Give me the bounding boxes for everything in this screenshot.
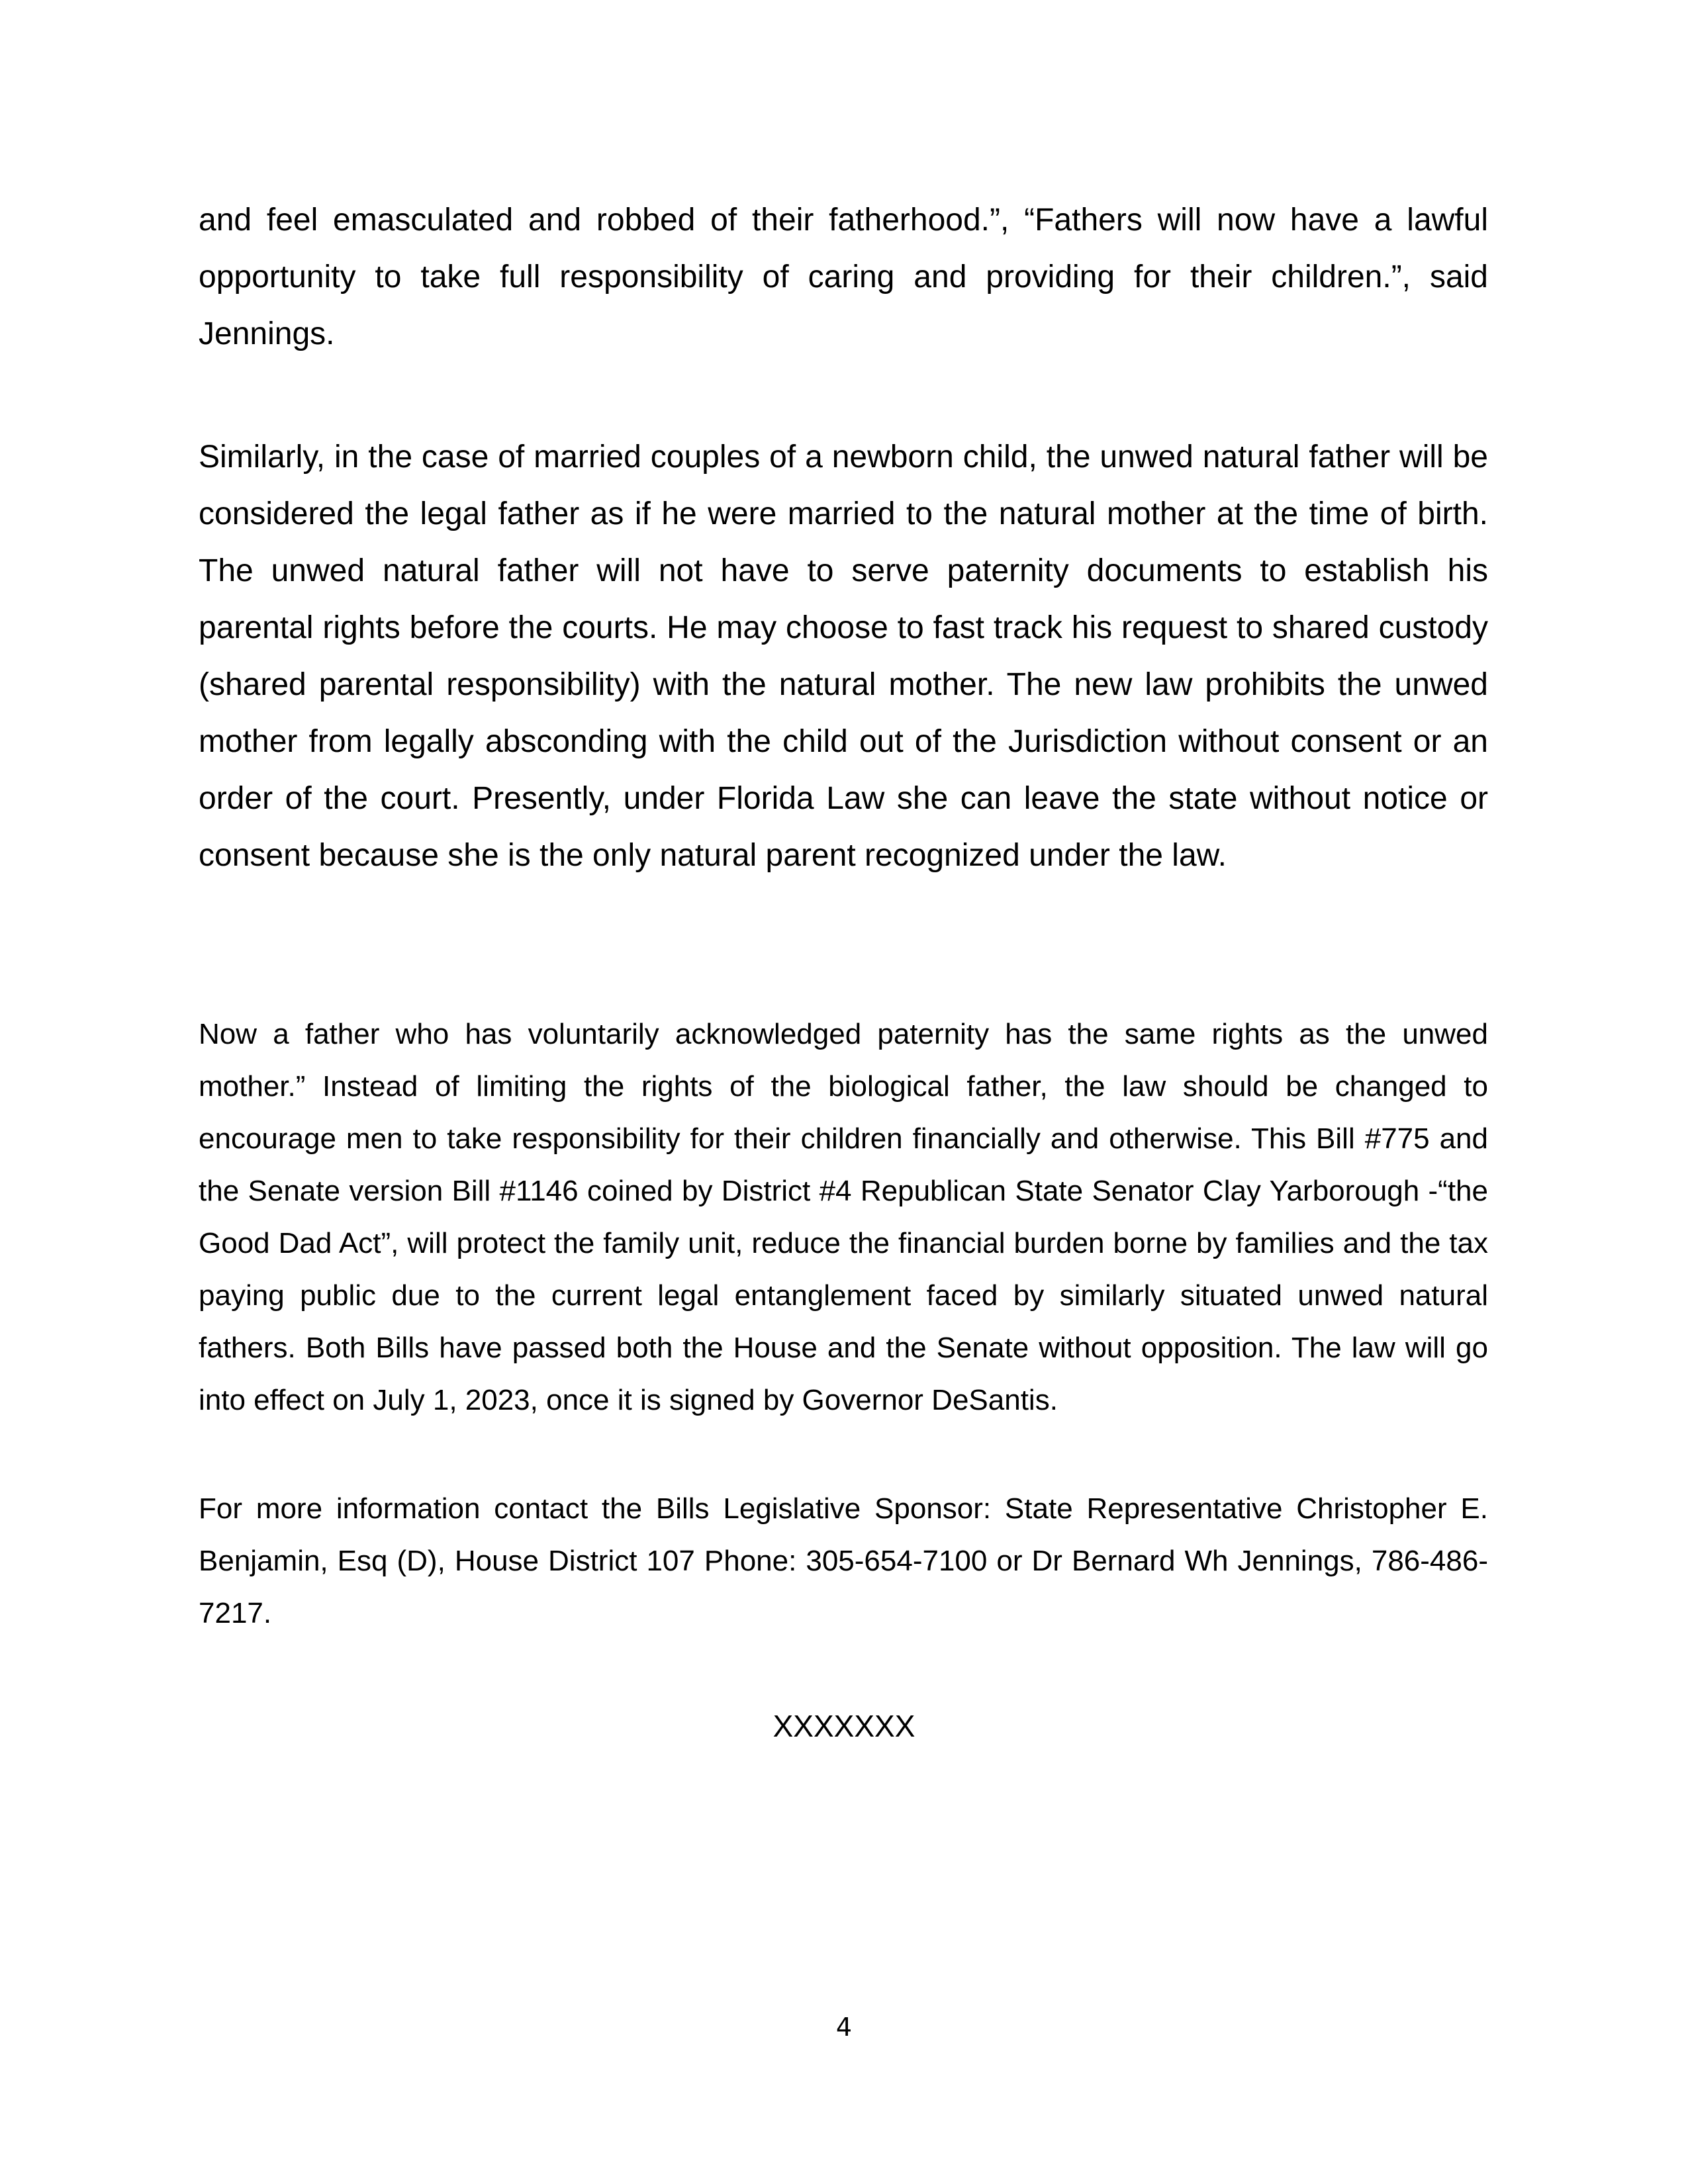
page-number: 4 (835, 2013, 853, 2042)
paragraph-contact-info: For more information contact the Bills Legislative Sponsor: State Representative Christopher E. Benjamin, Esq (D), House District 107 Phone: 305-654-7100 or Dr Bernard Wh Jennings, 786-486-7217. (199, 1492, 1488, 1629)
end-marker: XXXXXXX (773, 1709, 915, 1743)
paragraph-good-dad-act: Now a father who has voluntarily acknowledged paternity has the same rights as the unwed mother.” Instead of limiting the rights of the biological father, the law should be changed to encourage men to take responsibility for their children financially and otherwise. This Bill #775 and the Senate version Bill #1146 coined by District #4 Republican State Senator Clay Yarborough -“the Good Dad Act”, will protect the family unit, reduce the financial burden borne by families and the tax paying public due to the current legal entanglement faced by similarly situated unwed natural fathers. Both Bills have passed both the House and the Senate without opposition. The law will go into effect on July 1, 2023, once it is signed by Governor DeSantis. (199, 1018, 1488, 1416)
paragraph-unwed-father-rights: Similarly, in the case of married couples of a newborn child, the unwed natural father will be considered the legal father as if he were married to the natural mother at the time of birth. The unwed natural father will not have to serve paternity documents to establish his parental rights before the courts. He may choose to fast track his request to shared custody (shared parental responsibility) with the natural mother. The new law prohibits the unwed mother from legally absconding with the child out of the Jurisdiction without consent or an order of the court. Presently, under Florida Law she can leave the state without notice or consent because she is the only natural parent recognized under the law. (199, 439, 1488, 873)
paragraph-jennings-quote: and feel emasculated and robbed of their fatherhood.”, “Fathers will now have a lawful opportunity to take full responsibility of caring and providing for their children.”, said Jennings. (199, 203, 1488, 351)
